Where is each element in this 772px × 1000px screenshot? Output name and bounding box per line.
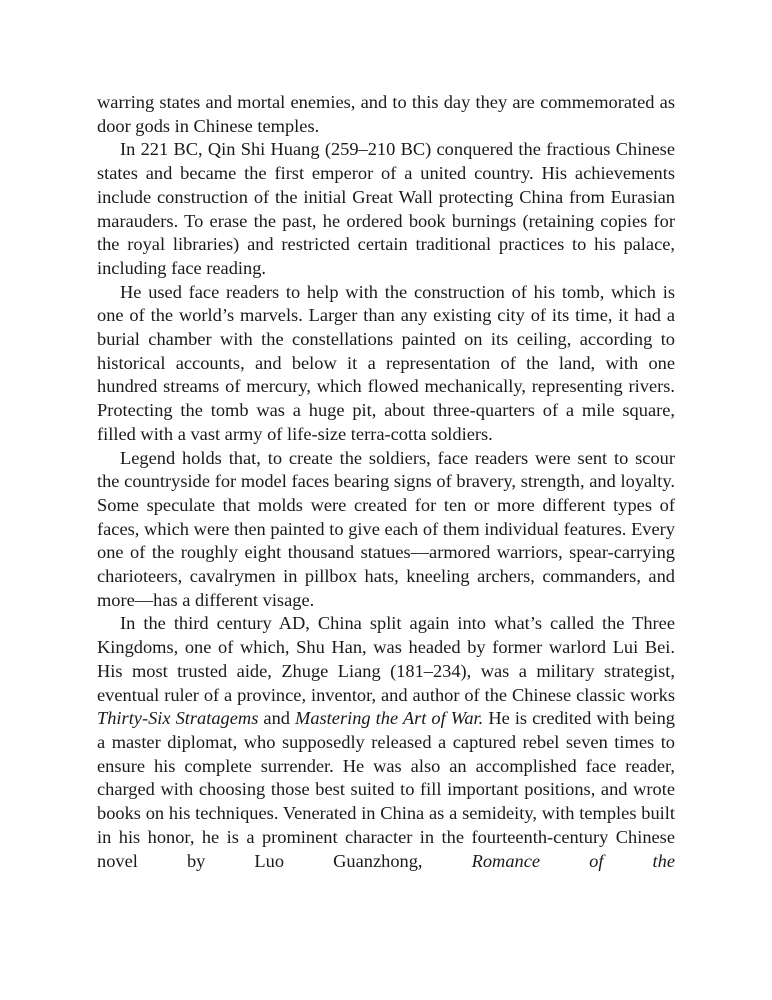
book-title-thirty-six-stratagems: Thirty-Six Stratagems	[97, 708, 259, 729]
paragraph-2	[97, 138, 675, 280]
book-page-body	[97, 91, 675, 873]
paragraph-2-text: In 221 BC, Qin Shi Huang (259–210 BC) conquered the fractious Chinese states and became the first emperor of a united country. His achievements include construction of the initial Great Wall protecting China from Eurasian marauders. To erase the past, he ordered book burnings (retaining copies for the royal libraries) and restricted certain traditional practices to his palace, including face reading.	[97, 139, 675, 278]
paragraph-5-text-c: He is credited with being a master diplomat, who supposedly released a captured rebel seven times to ensure his complete surrender. He was also an accomplished face reader, charged with choosing those best suited to fill important positions, and wrote books on his techniques. Venerated in China as a semideity, with temples built in his honor, he is a prominent character in the fourteenth-century Chinese novel by Luo Guanzhong,	[97, 708, 675, 871]
paragraph-3	[97, 281, 675, 447]
book-title-romance-of-the: Romance of the	[471, 850, 675, 871]
paragraph-1-text: warring states and mortal enemies, and to this day they are commemorated as door gods in Chinese temples.	[97, 92, 675, 136]
book-title-mastering-the-art-of-war: Mastering the Art of War.	[295, 708, 484, 729]
paragraph-5	[97, 612, 675, 873]
paragraph-5-text-b: and	[258, 708, 296, 729]
paragraph-5-text-a: In the third century AD, China split again into what’s called the Three Kingdoms, one of which, Shu Han, was headed by former warlord Lui Bei. His most trusted aide, Zhuge Liang (181–234), was a military strategist, eventual ruler of a province, inventor, and author of the Chinese classic works	[97, 613, 675, 705]
paragraph-4-text: Legend holds that, to create the soldiers, face readers were sent to scour the countryside for model faces bearing signs of bravery, strength, and loyalty. Some speculate that molds were created for ten or more different types of faces, which were then painted to give each of them individual features. Every one of the roughly eight thousand statues—armored warriors, spear-carrying charioteers, cavalrymen in pillbox hats, kneeling archers, commanders, and more—has a different visage.	[97, 447, 675, 610]
paragraph-4	[97, 447, 675, 613]
paragraph-3-text: He used face readers to help with the construction of his tomb, which is one of the world’s marvels. Larger than any existing city of its time, it had a burial chamber with the constellations painted on its ceiling, according to historical accounts, and below it a representation of the land, with one hundred streams of mercury, which flowed mechanically, representing rivers. Protecting the tomb was a huge pit, about three-quarters of a mile square, filled with a vast army of life-size terra-cotta soldiers.	[97, 281, 675, 444]
paragraph-1	[97, 91, 675, 138]
